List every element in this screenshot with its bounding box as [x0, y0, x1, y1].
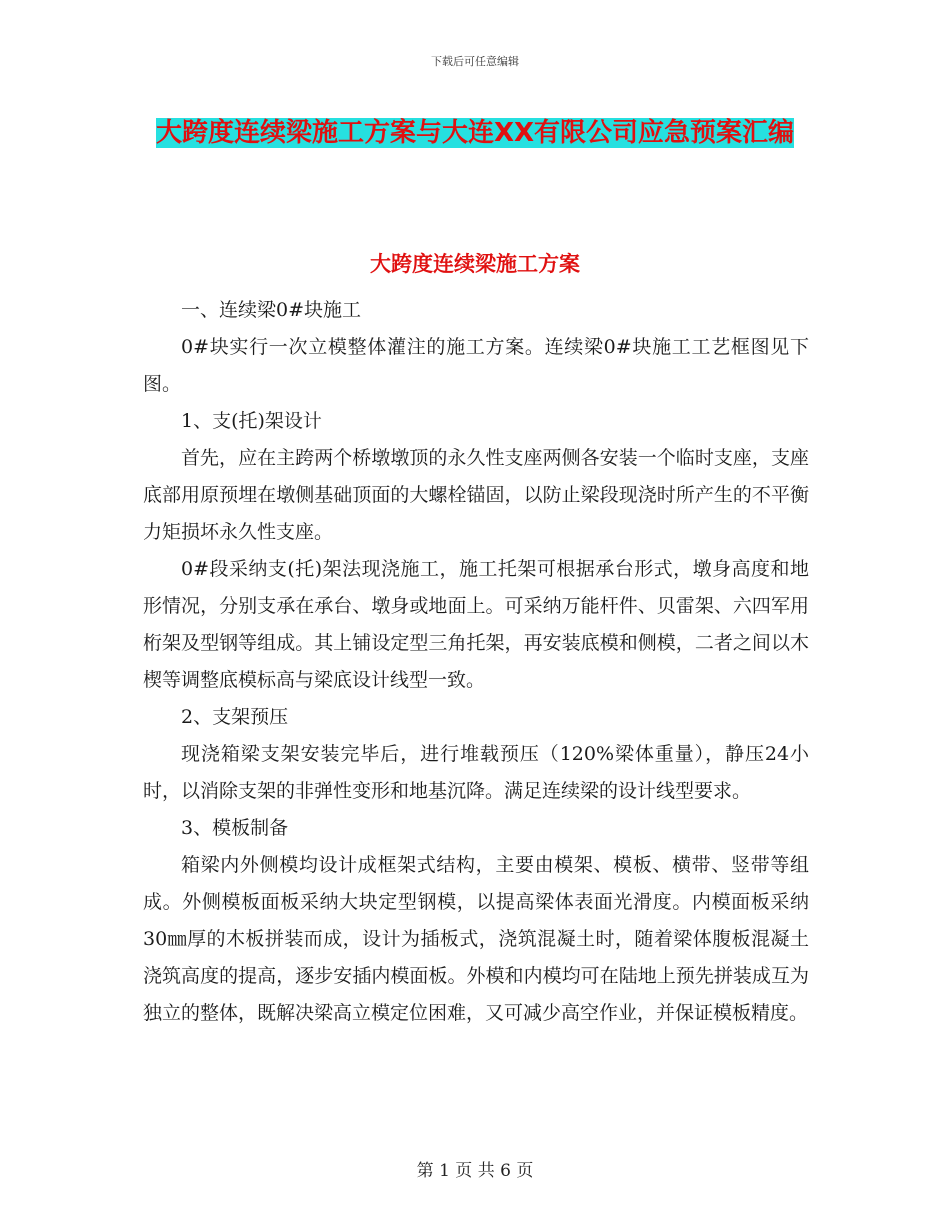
paragraph: 0#段采纳支(托)架法现浇施工，施工托架可根据承台形式，墩身高度和地形情况，分别支承在承台、墩身或地面上。可采纳万能杆件、贝雷架、六四军用桁架及型钢等组成。其上铺设定型三角托架，再安装底模和侧模，二者之间以木楔等调整底模标高与梁底设计线型一致。: [143, 558, 809, 691]
paragraph: 1、支(托)架设计: [181, 410, 322, 432]
paragraph: 现浇箱梁支架安装完毕后，进行堆载预压（120%梁体重量），静压24小时，以消除支架的非弹性变形和地基沉降。满足连续梁的设计线型要求。: [143, 743, 809, 802]
page-footer: 第 1 页 共 6 页: [416, 1161, 534, 1181]
body-text: [143, 292, 809, 1032]
document-title: [140, 112, 810, 154]
paragraph: 2、支架预压: [181, 706, 289, 728]
paragraph: 3、模板制备: [181, 817, 289, 839]
paragraph: 首先，应在主跨两个桥墩墩顶的永久性支座两侧各安装一个临时支座，支座底部用原预埋在墩侧基础顶面的大螺栓锚固，以防止梁段现浇时所产生的不平衡力矩损坏永久性支座。: [143, 447, 809, 543]
paragraph: 0#块实行一次立模整体灌注的施工方案。连续梁0#块施工工艺框图见下图。: [143, 336, 809, 395]
page-header: 下载后可任意编辑: [431, 55, 519, 68]
paragraph: 箱梁内外侧模均设计成框架式结构，主要由模架、模板、横带、竖带等组成。外侧模板面板采纳大块定型钢模，以提高梁体表面光滑度。内模面板采纳30㎜厚的木板拼装而成，设计为插板式，浇筑混凝土时，随着梁体腹板混凝土浇筑高度的提高，逐步安插内模面板。外模和内模均可在陆地上预先拼装成互为独立的整体，既解决梁高立模定位困难，又可减少高空作业，并保证模板精度。: [143, 854, 809, 1024]
document-title-text: 大跨度连续梁施工方案与大连XX有限公司应急预案汇编: [155, 118, 795, 148]
section-title: 大跨度连续梁施工方案: [370, 252, 580, 276]
paragraph: 一、连续梁0#块施工: [181, 299, 362, 321]
